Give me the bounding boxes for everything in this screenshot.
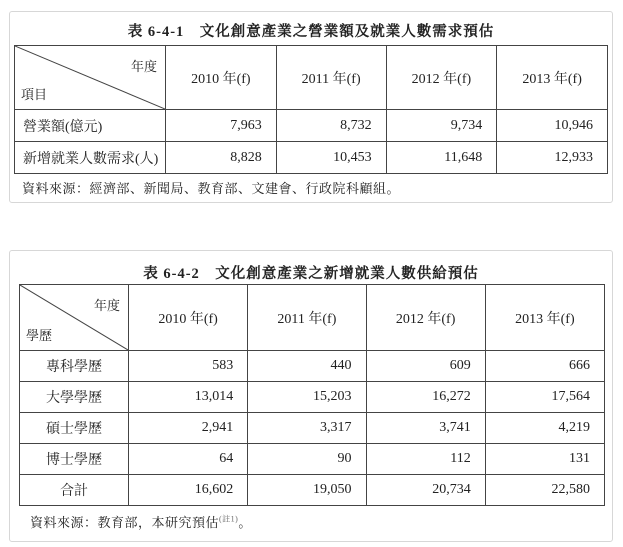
row-label: 碩士學歷 [20, 413, 129, 444]
corner-row-label: 項目 [21, 87, 48, 102]
table-row [20, 382, 605, 413]
table-cell: 666 [485, 351, 604, 382]
employment-supply-table [19, 284, 605, 506]
table-cell: 10,946 [497, 110, 608, 142]
table-panel-1 [9, 11, 613, 203]
table-cell: 609 [366, 351, 485, 382]
table-cell: 10,453 [276, 142, 386, 174]
row-label: 營業額(億元) [15, 110, 166, 142]
table-row [20, 444, 605, 475]
row-label: 專科學歷 [20, 351, 129, 382]
table-row [15, 110, 608, 142]
row-label: 新增就業人數需求(人) [15, 142, 166, 174]
revenue-employment-table [14, 45, 608, 174]
year-header: 2013 年(f) [485, 285, 604, 351]
table-cell: 12,933 [497, 142, 608, 174]
footnote-marker: (註1) [219, 514, 239, 524]
year-header: 2011 年(f) [248, 285, 366, 351]
table-cell: 11,648 [386, 142, 497, 174]
table-cell: 2,941 [129, 413, 248, 444]
table-cell: 3,741 [366, 413, 485, 444]
table-cell: 9,734 [386, 110, 497, 142]
year-header: 2012 年(f) [366, 285, 485, 351]
source-note: 資料來源：經濟部、新聞局、教育部、文建會、行政院科顧組。 [22, 181, 401, 196]
corner-cell [15, 46, 166, 110]
table-cell: 8,828 [166, 142, 277, 174]
table-cell: 8,732 [276, 110, 386, 142]
table-cell: 20,734 [366, 475, 485, 506]
table-cell: 583 [129, 351, 248, 382]
table-cell: 13,014 [129, 382, 248, 413]
table-cell: 17,564 [485, 382, 604, 413]
corner-column-label: 年度 [93, 298, 120, 313]
total-row [20, 475, 605, 506]
table-panel-2 [9, 250, 613, 542]
table-title: 表 6-4-1 文化創意產業之營業額及就業人數需求預估 [127, 24, 495, 40]
year-header: 2011 年(f) [276, 46, 386, 110]
corner-cell [20, 285, 129, 351]
row-label: 大學學歷 [20, 382, 129, 413]
year-header: 2012 年(f) [386, 46, 497, 110]
table-cell: 7,963 [166, 110, 277, 142]
header-row [15, 46, 608, 110]
corner-row-label: 學歷 [26, 328, 53, 343]
year-header: 2013 年(f) [497, 46, 608, 110]
year-header: 2010 年(f) [166, 46, 277, 110]
corner-column-label: 年度 [130, 59, 157, 74]
table-cell: 19,050 [248, 475, 366, 506]
source-text: 資料來源：教育部，本研究預估 [30, 515, 220, 530]
table-cell: 22,580 [485, 475, 604, 506]
table-row [20, 413, 605, 444]
table-cell: 16,272 [366, 382, 485, 413]
table-cell: 112 [366, 444, 485, 475]
source-end: 。 [238, 515, 252, 530]
table-cell: 64 [129, 444, 248, 475]
table-cell: 16,602 [129, 475, 248, 506]
table-row [15, 142, 608, 174]
table-cell: 4,219 [485, 413, 604, 444]
year-header: 2010 年(f) [129, 285, 248, 351]
table-cell: 90 [248, 444, 366, 475]
row-label: 博士學歷 [20, 444, 129, 475]
table-cell: 15,203 [248, 382, 366, 413]
row-label: 合計 [20, 475, 129, 506]
table-cell: 131 [485, 444, 604, 475]
source-note [30, 512, 252, 531]
table-row [20, 351, 605, 382]
table-cell: 3,317 [248, 413, 366, 444]
header-row [20, 285, 605, 351]
table-title: 表 6-4-2 文化創意產業之新增就業人數供給預估 [143, 266, 479, 282]
table-cell: 440 [248, 351, 366, 382]
